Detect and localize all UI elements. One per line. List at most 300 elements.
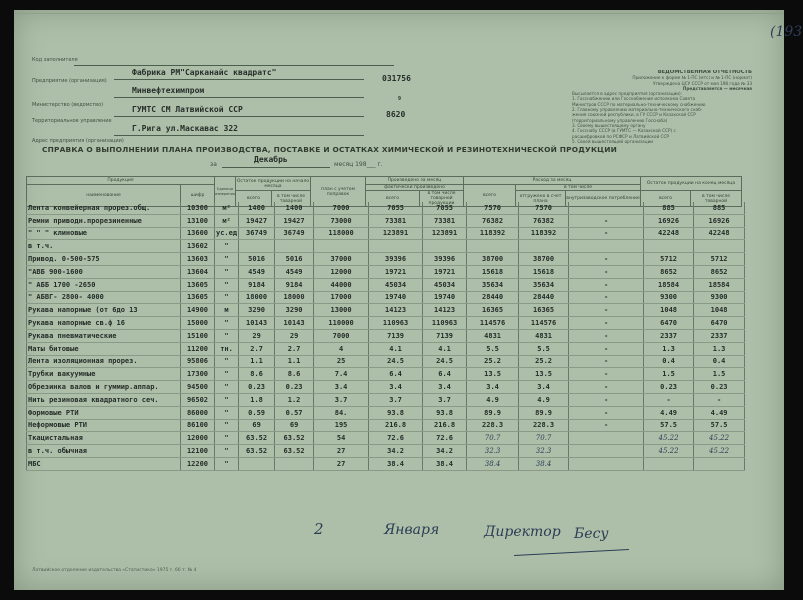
cell-plan: 25 xyxy=(314,355,369,368)
cell-c-t: 18584 xyxy=(644,278,694,291)
cell-o-g: 1400 xyxy=(275,202,314,214)
cell-s-t: 4.9 xyxy=(467,393,519,406)
cell-a-t: 3.4 xyxy=(369,381,423,394)
cell-plan: 54 xyxy=(314,432,369,445)
cell-unit: " xyxy=(215,393,239,406)
cell-o-t xyxy=(239,240,275,253)
hdr-actual-total: всего xyxy=(365,191,419,207)
cell-code: 94500 xyxy=(181,381,215,394)
cell-s-t: 76382 xyxy=(467,214,519,227)
cell-s-t: 16365 xyxy=(467,304,519,317)
cell-unit: " xyxy=(215,457,239,470)
cell-o-g: 19427 xyxy=(275,214,314,227)
cell-o-g: 4549 xyxy=(275,265,314,278)
hdr-product: Продукция xyxy=(27,177,215,185)
cell-code: 12000 xyxy=(181,432,215,445)
cell-unit: " xyxy=(215,317,239,330)
table-row xyxy=(27,329,745,342)
hdr-shipped-plan: отгружено в счет плана xyxy=(515,191,565,207)
hdr-actual-goods: в том числе товарной продукции xyxy=(419,191,463,207)
cell-a-g: 216.8 xyxy=(423,419,467,432)
document-sheet xyxy=(14,10,803,590)
cell-int xyxy=(569,202,644,214)
cell-plan: 27 xyxy=(314,457,369,470)
cell-o-g: 63.52 xyxy=(275,445,314,458)
cell-unit: " xyxy=(215,406,239,419)
cell-int: - xyxy=(569,317,644,330)
cell-o-g: 2.7 xyxy=(275,342,314,355)
cell-a-g: 72.6 xyxy=(423,432,467,445)
cell-s-p: 70.7 xyxy=(519,432,569,445)
cell-int: - xyxy=(569,265,644,278)
table-row xyxy=(27,432,745,445)
cell-a-g: 6.4 xyxy=(423,368,467,381)
cell-code: 96502 xyxy=(181,393,215,406)
cell-s-p: 13.5 xyxy=(519,368,569,381)
cell-int: - xyxy=(569,381,644,394)
cell-name: Рукава пневматические xyxy=(27,329,181,342)
cell-c-g: 6470 xyxy=(694,317,745,330)
cell-int xyxy=(569,457,644,470)
cell-a-g: 38.4 xyxy=(423,457,467,470)
table-row xyxy=(27,304,745,317)
cell-c-g: 5712 xyxy=(694,253,745,266)
cell-a-t: 7139 xyxy=(369,329,423,342)
cell-name: Маты битовые xyxy=(27,342,181,355)
cell-a-t: 216.8 xyxy=(369,419,423,432)
table-row xyxy=(27,406,745,419)
cell-unit: м xyxy=(215,304,239,317)
cell-a-g: 3.4 xyxy=(423,381,467,394)
cell-plan: 110000 xyxy=(314,317,369,330)
cell-name: " АБВГ- 2800- 4000 xyxy=(27,291,181,304)
cell-code: 15100 xyxy=(181,329,215,342)
distribution-note-line: Высылается в адрес предприятия (организации): xyxy=(572,91,683,97)
cell-name: Формовые РТИ xyxy=(27,406,181,419)
cell-code: 86000 xyxy=(181,406,215,419)
cell-s-p: 38700 xyxy=(519,253,569,266)
cell-code: 13600 xyxy=(181,227,215,240)
cell-name: в т.ч. xyxy=(27,240,181,253)
cell-c-t: 2337 xyxy=(644,329,694,342)
cell-a-g: 7139 xyxy=(423,329,467,342)
cell-s-t: 89.9 xyxy=(467,406,519,419)
distribution-note-line: ВЕДОМСТВЕННАЯ ОТЧЕТНОСТЬ xyxy=(657,70,752,75)
distribution-note-line: жения союзной республики, в ГУ СССР и Казахской ССР xyxy=(572,112,696,118)
cell-c-t: 1.5 xyxy=(644,368,694,381)
cell-unit: " xyxy=(215,265,239,278)
cell-unit: " xyxy=(215,381,239,394)
cell-int: - xyxy=(569,329,644,342)
cell-o-g: 69 xyxy=(275,419,314,432)
cell-unit: " xyxy=(215,329,239,342)
cell-a-g: 34.2 xyxy=(423,445,467,458)
cell-a-t: 123891 xyxy=(369,227,423,240)
cell-s-p: 4.9 xyxy=(519,393,569,406)
cell-c-g: 45.22 xyxy=(694,445,745,458)
cell-a-g xyxy=(423,240,467,253)
cell-c-g: 2337 xyxy=(694,329,745,342)
cell-c-g: 57.5 xyxy=(694,419,745,432)
cell-s-p: 16365 xyxy=(519,304,569,317)
cell-int: - xyxy=(569,278,644,291)
cell-o-t: 69 xyxy=(239,419,275,432)
cell-o-t: 0.23 xyxy=(239,381,275,394)
territory-value: ГУМТС СМ Латвийской ССР xyxy=(132,105,243,114)
cell-plan: 3.4 xyxy=(314,381,369,394)
ministry-line xyxy=(114,97,364,98)
cell-code: 86100 xyxy=(181,419,215,432)
distribution-note-line: 3. Своему вышестоящему органу xyxy=(572,122,646,128)
cell-o-t: 5016 xyxy=(239,253,275,266)
cell-plan xyxy=(314,240,369,253)
cell-c-t: 9300 xyxy=(644,291,694,304)
cell-s-p: 3.4 xyxy=(519,381,569,394)
cell-plan: 118000 xyxy=(314,227,369,240)
cell-a-g: 19721 xyxy=(423,265,467,278)
cell-int: - xyxy=(569,291,644,304)
cell-c-g: 1048 xyxy=(694,304,745,317)
cell-c-t: 0.4 xyxy=(644,355,694,368)
table-row xyxy=(27,227,745,240)
cell-name: " АББ 1700 -2650 xyxy=(27,278,181,291)
cell-plan: 17000 xyxy=(314,291,369,304)
cell-o-g: 10143 xyxy=(275,317,314,330)
cell-a-t: 14123 xyxy=(369,304,423,317)
cell-s-p: 118392 xyxy=(519,227,569,240)
cell-o-t xyxy=(239,457,275,470)
cell-s-p: 4831 xyxy=(519,329,569,342)
cell-s-p: 89.9 xyxy=(519,406,569,419)
cell-s-t: 35634 xyxy=(467,278,519,291)
cell-name: " " " клиновые xyxy=(27,227,181,240)
address-caption: Адрес предприятия (организации) xyxy=(32,138,124,144)
cell-name: Лента изоляционная прорез. xyxy=(27,355,181,368)
cell-a-t: 3.7 xyxy=(369,393,423,406)
cell-name: Трубки вакуумные xyxy=(27,368,181,381)
cell-a-g: 4.1 xyxy=(423,342,467,355)
cell-unit: " xyxy=(215,240,239,253)
cell-o-t: 4549 xyxy=(239,265,275,278)
cell-name: Ремни приводн.прорезиненные xyxy=(27,214,181,227)
cell-c-t: 0.23 xyxy=(644,381,694,394)
sign-name: Бесу xyxy=(574,526,609,542)
cell-c-g: - xyxy=(694,393,745,406)
cell-o-t: 1400 xyxy=(239,202,275,214)
period-suffix: месяц 198___ г. xyxy=(334,161,383,168)
cell-code: 12200 xyxy=(181,457,215,470)
period-month: Декабрь xyxy=(254,155,288,164)
table-row xyxy=(27,445,745,458)
cell-o-t: 2.7 xyxy=(239,342,275,355)
cell-a-t: 24.5 xyxy=(369,355,423,368)
table-row xyxy=(27,278,745,291)
cell-o-t: 63.52 xyxy=(239,445,275,458)
distribution-note-line: Приложение к форме № 1-ПС (мтс) и № 1-ПС (нормат) xyxy=(632,75,752,81)
distribution-note-line: Представляется — месячная xyxy=(682,85,752,91)
cell-name: Привод. 0-500-575 xyxy=(27,253,181,266)
cell-o-g: 9184 xyxy=(275,278,314,291)
cell-a-g: 24.5 xyxy=(423,355,467,368)
cell-o-t: 18000 xyxy=(239,291,275,304)
cell-a-t: 6.4 xyxy=(369,368,423,381)
cell-o-t: 36749 xyxy=(239,227,275,240)
cell-c-t: 5712 xyxy=(644,253,694,266)
cell-a-t: 39396 xyxy=(369,253,423,266)
cell-o-t: 63.52 xyxy=(239,432,275,445)
cell-s-p: 38.4 xyxy=(519,457,569,470)
cell-c-t: 885 xyxy=(644,202,694,214)
hdr-name: наименование xyxy=(27,185,181,207)
cell-c-g: 9300 xyxy=(694,291,745,304)
ministry-caption: Министерство (ведомство) xyxy=(32,102,104,108)
table-row xyxy=(27,291,745,304)
document-title: СПРАВКА О ВЫПОЛНЕНИИ ПЛАНА ПРОИЗВОДСТВА, ПОСТАВКЕ И ОСТАТКАХ ХИМИЧЕСКОЙ И РЕЗИНОТЕХНИЧЕСКОЙ ПРОДУКЦИИ xyxy=(42,145,618,154)
cell-a-t: 34.2 xyxy=(369,445,423,458)
table-row xyxy=(27,419,745,432)
cell-int: - xyxy=(569,253,644,266)
cell-code: 13100 xyxy=(181,214,215,227)
cell-o-t: 9184 xyxy=(239,278,275,291)
cell-int: - xyxy=(569,355,644,368)
cell-int xyxy=(569,432,644,445)
cell-c-g: 885 xyxy=(694,202,745,214)
cell-c-g: 18584 xyxy=(694,278,745,291)
table-row xyxy=(27,368,745,381)
cell-name: Нить резиновая квадратного сеч. xyxy=(27,393,181,406)
cell-c-t: 1048 xyxy=(644,304,694,317)
cell-s-p: 7570 xyxy=(519,202,569,214)
cell-s-t: 38700 xyxy=(467,253,519,266)
cell-unit: " xyxy=(215,368,239,381)
cell-name: Ткацистальная xyxy=(27,432,181,445)
distribution-note-line: Министров СССР по материально-техническому снабжению xyxy=(572,101,706,107)
cell-c-t: 6470 xyxy=(644,317,694,330)
cell-c-t: 16926 xyxy=(644,214,694,227)
cell-plan: 3.7 xyxy=(314,393,369,406)
hdr-opening: Остаток продукции на начало месяца xyxy=(236,178,310,189)
table-row xyxy=(27,342,745,355)
cell-c-g: 42248 xyxy=(694,227,745,240)
cell-c-g: 8652 xyxy=(694,265,745,278)
cell-unit: " xyxy=(215,253,239,266)
cell-plan: 7.4 xyxy=(314,368,369,381)
sign-role: Директор xyxy=(484,524,561,540)
cell-unit: " xyxy=(215,445,239,458)
cell-name: Рукава напорные (от 6до 13 xyxy=(27,304,181,317)
cell-c-t: 4.49 xyxy=(644,406,694,419)
cell-a-g: 3.7 xyxy=(423,393,467,406)
cell-code: 15000 xyxy=(181,317,215,330)
cell-o-g xyxy=(275,457,314,470)
cell-name: Неформовые РТИ xyxy=(27,419,181,432)
cell-plan: 13000 xyxy=(314,304,369,317)
cell-a-g: 7055 xyxy=(423,202,467,214)
cell-a-g: 110963 xyxy=(423,317,467,330)
cell-code: 13604 xyxy=(181,265,215,278)
distribution-note-line: расшифровкой по РСФСР и Латвийской ССР xyxy=(572,133,669,139)
table-row xyxy=(27,265,745,278)
enterprise-line xyxy=(114,79,364,80)
cell-unit: ус.ед xyxy=(215,227,239,240)
cell-o-g: 63.52 xyxy=(275,432,314,445)
cell-o-g: 18000 xyxy=(275,291,314,304)
hdr-shipped: Расход за месяц xyxy=(463,177,640,185)
cell-int xyxy=(569,445,644,458)
cell-s-t: 114576 xyxy=(467,317,519,330)
cell-int: - xyxy=(569,419,644,432)
signature-underline xyxy=(514,549,629,556)
sign-date-day: 2 xyxy=(314,520,324,538)
cell-c-t: 45.22 xyxy=(644,445,694,458)
hdr-opening-goods: в том числе товарной xyxy=(271,191,310,207)
cell-c-g: 1.5 xyxy=(694,368,745,381)
cell-o-t: 8.6 xyxy=(239,368,275,381)
cell-s-t: 7570 xyxy=(467,202,519,214)
cell-c-g xyxy=(694,240,745,253)
distribution-note-line: 4. Госснабу СССР (в ГУМТС — Казахской ССР) с xyxy=(572,128,676,134)
code-line xyxy=(74,65,394,66)
cell-unit: тн. xyxy=(215,342,239,355)
cell-s-t: 13.5 xyxy=(467,368,519,381)
cell-o-t: 19427 xyxy=(239,214,275,227)
cell-c-g: 45.22 xyxy=(694,432,745,445)
cell-unit: м² xyxy=(215,202,239,214)
cell-plan: 84. xyxy=(314,406,369,419)
distribution-notes xyxy=(572,70,752,144)
table-row xyxy=(27,214,745,227)
period-prefix: за xyxy=(210,161,217,168)
ministry-value: Минвефтехимпром xyxy=(132,86,205,95)
cell-o-t: 29 xyxy=(239,329,275,342)
cell-c-t: 8652 xyxy=(644,265,694,278)
cell-s-t: 228.3 xyxy=(467,419,519,432)
cell-a-t: 73381 xyxy=(369,214,423,227)
cell-c-t: - xyxy=(644,393,694,406)
cell-unit: " xyxy=(215,355,239,368)
distribution-note-line: 1. Госснабжению или Госснабжение исполкома Совета xyxy=(572,96,696,102)
print-footer: Латвийское отделение издательства «Статистика» 1975 г. 66 т. № 4 xyxy=(32,568,197,573)
cell-code: 11200 xyxy=(181,342,215,355)
cell-o-g: 36749 xyxy=(275,227,314,240)
cell-name: МБС xyxy=(27,457,181,470)
cell-name: Обрезинка валов и гуммир.аппар. xyxy=(27,381,181,394)
territory-code-small: 9 xyxy=(398,96,402,102)
code-caption: Код заполнителя xyxy=(32,57,78,63)
cell-code: 12100 xyxy=(181,445,215,458)
cell-a-t: 38.4 xyxy=(369,457,423,470)
cell-plan: 7000 xyxy=(314,329,369,342)
cell-s-t: 15618 xyxy=(467,265,519,278)
hdr-opening-total: всего xyxy=(235,191,271,207)
hdr-plan: план с учетом поправок xyxy=(310,177,365,207)
cell-int: - xyxy=(569,393,644,406)
cell-a-t: 7055 xyxy=(369,202,423,214)
sign-date-month: Января xyxy=(384,522,440,538)
cell-s-p xyxy=(519,240,569,253)
cell-s-p: 28440 xyxy=(519,291,569,304)
table-row xyxy=(27,355,745,368)
report-table xyxy=(26,202,745,471)
cell-s-t: 38.4 xyxy=(467,457,519,470)
cell-o-g: 8.6 xyxy=(275,368,314,381)
cell-plan: 4 xyxy=(314,342,369,355)
cell-s-t: 28440 xyxy=(467,291,519,304)
cell-c-t: 45.22 xyxy=(644,432,694,445)
enterprise-value: Фабрика РМ"Сарканайс квадратс" xyxy=(132,68,277,77)
cell-code: 17300 xyxy=(181,368,215,381)
cell-a-g: 14123 xyxy=(423,304,467,317)
table-row xyxy=(27,381,745,394)
cell-o-g xyxy=(275,240,314,253)
distribution-note-line: 2. Главному управлению материально-технического снаб- xyxy=(572,107,703,113)
cell-s-t xyxy=(467,240,519,253)
cell-o-t: 1.1 xyxy=(239,355,275,368)
cell-unit: " xyxy=(215,278,239,291)
cell-s-t: 118392 xyxy=(467,227,519,240)
distribution-note-line: 5. Своей вышестоящей организации xyxy=(572,138,654,144)
archive-page-number: (193 xyxy=(770,24,803,40)
cell-o-g: 0.23 xyxy=(275,381,314,394)
territory-code: 8620 xyxy=(386,110,406,119)
cell-a-t: 19721 xyxy=(369,265,423,278)
cell-o-g: 3290 xyxy=(275,304,314,317)
cell-code: 13605 xyxy=(181,291,215,304)
cell-s-p: 76382 xyxy=(519,214,569,227)
cell-s-p: 25.2 xyxy=(519,355,569,368)
hdr-internal: внутризаводское потребление xyxy=(565,191,640,207)
cell-unit: " xyxy=(215,419,239,432)
address-line xyxy=(114,135,364,136)
hdr-produced: Произведено за месяц xyxy=(365,177,463,185)
cell-a-t: 110963 xyxy=(369,317,423,330)
cell-c-g: 1.3 xyxy=(694,342,745,355)
cell-name: в т.ч. обычная xyxy=(27,445,181,458)
hdr-code: шифр xyxy=(181,185,215,207)
cell-name: Лента конвейерная прорез.общ. xyxy=(27,202,181,214)
hdr-unit: Единица измерения xyxy=(215,177,236,207)
cell-c-t: 1.3 xyxy=(644,342,694,355)
cell-int: - xyxy=(569,342,644,355)
cell-o-g: 0.57 xyxy=(275,406,314,419)
cell-s-p: 15618 xyxy=(519,265,569,278)
cell-c-g: 0.4 xyxy=(694,355,745,368)
cell-s-p: 35634 xyxy=(519,278,569,291)
cell-o-g: 1.2 xyxy=(275,393,314,406)
cell-a-g: 73381 xyxy=(423,214,467,227)
hdr-shipped-total: всего xyxy=(463,185,515,207)
cell-unit: м² xyxy=(215,214,239,227)
hdr-closing-goods: в том числе товарной xyxy=(690,191,741,207)
cell-c-t: 42248 xyxy=(644,227,694,240)
cell-s-t: 5.5 xyxy=(467,342,519,355)
cell-s-p: 114576 xyxy=(519,317,569,330)
cell-c-g xyxy=(694,457,745,470)
cell-c-t xyxy=(644,240,694,253)
cell-a-g: 39396 xyxy=(423,253,467,266)
distribution-note-line: (территориальному управлению Госснаба) xyxy=(572,117,668,123)
enterprise-caption: Предприятие (организация) xyxy=(32,78,107,84)
table-row xyxy=(27,253,745,266)
table-row xyxy=(27,317,745,330)
cell-plan: 44000 xyxy=(314,278,369,291)
period-line xyxy=(222,167,330,168)
cell-plan: 7000 xyxy=(314,202,369,214)
cell-a-g: 93.8 xyxy=(423,406,467,419)
cell-name: "АВБ 900-1600 xyxy=(27,265,181,278)
cell-c-g: 16926 xyxy=(694,214,745,227)
hdr-shipped-own: в том числе xyxy=(515,185,640,191)
